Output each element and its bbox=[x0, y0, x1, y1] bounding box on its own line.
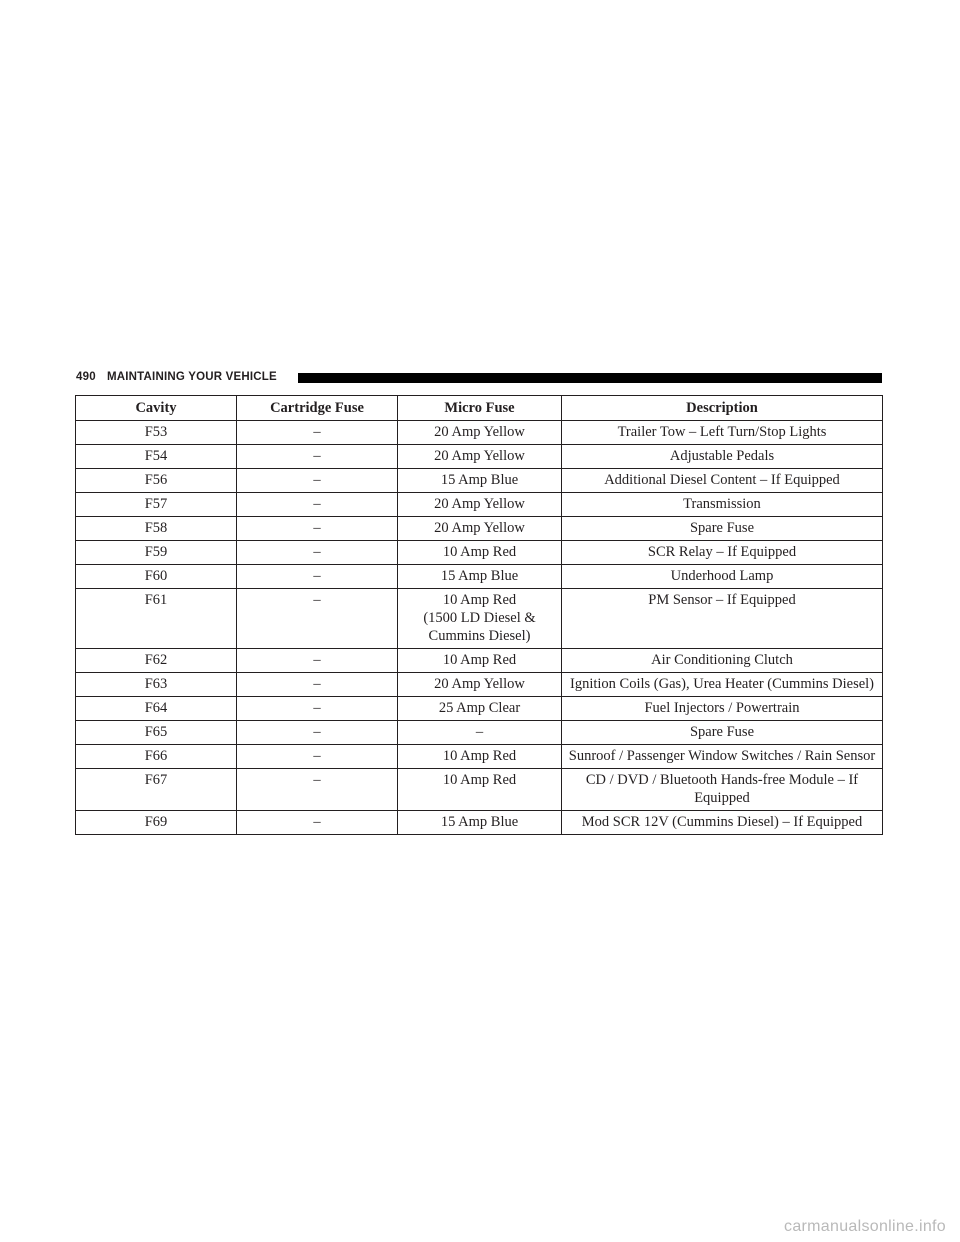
cartridge-fuse-cell: – bbox=[237, 649, 398, 673]
description-cell: Spare Fuse bbox=[562, 721, 883, 745]
cartridge-fuse-cell: – bbox=[237, 517, 398, 541]
table-row bbox=[76, 469, 883, 493]
table-row bbox=[76, 745, 883, 769]
table-row bbox=[76, 769, 883, 811]
micro-fuse-cell: 15 Amp Blue bbox=[398, 469, 562, 493]
header-rule-bar bbox=[298, 373, 882, 383]
table-row bbox=[76, 517, 883, 541]
table-row bbox=[76, 589, 883, 649]
cavity-cell: F62 bbox=[76, 649, 237, 673]
cartridge-fuse-cell: – bbox=[237, 721, 398, 745]
cavity-cell: F69 bbox=[76, 811, 237, 835]
table-row bbox=[76, 541, 883, 565]
table-row bbox=[76, 445, 883, 469]
cavity-cell: F67 bbox=[76, 769, 237, 811]
page-number: 490 bbox=[76, 371, 96, 383]
cavity-cell: F57 bbox=[76, 493, 237, 517]
table-row bbox=[76, 811, 883, 835]
micro-fuse-cell: 10 Amp Red (1500 LD Diesel & Cummins Diesel) bbox=[398, 589, 562, 649]
column-header-micro-fuse: Micro Fuse bbox=[398, 396, 562, 421]
cartridge-fuse-cell: – bbox=[237, 697, 398, 721]
table-row bbox=[76, 493, 883, 517]
micro-fuse-cell: 20 Amp Yellow bbox=[398, 493, 562, 517]
micro-fuse-cell: 20 Amp Yellow bbox=[398, 445, 562, 469]
cavity-cell: F66 bbox=[76, 745, 237, 769]
cavity-cell: F58 bbox=[76, 517, 237, 541]
description-cell: CD / DVD / Bluetooth Hands-free Module – If Equipped bbox=[562, 769, 883, 811]
cartridge-fuse-cell: – bbox=[237, 811, 398, 835]
description-cell: Additional Diesel Content – If Equipped bbox=[562, 469, 883, 493]
cartridge-fuse-cell: – bbox=[237, 673, 398, 697]
cartridge-fuse-cell: – bbox=[237, 469, 398, 493]
table-row bbox=[76, 421, 883, 445]
micro-fuse-cell: 20 Amp Yellow bbox=[398, 673, 562, 697]
cartridge-fuse-cell: – bbox=[237, 565, 398, 589]
page-header bbox=[76, 370, 882, 386]
table-row bbox=[76, 649, 883, 673]
table-header-row bbox=[76, 396, 883, 421]
cartridge-fuse-cell: – bbox=[237, 745, 398, 769]
description-cell: Ignition Coils (Gas), Urea Heater (Cummins Diesel) bbox=[562, 673, 883, 697]
micro-fuse-cell: 10 Amp Red bbox=[398, 745, 562, 769]
cavity-cell: F63 bbox=[76, 673, 237, 697]
description-cell: Fuel Injectors / Powertrain bbox=[562, 697, 883, 721]
cartridge-fuse-cell: – bbox=[237, 769, 398, 811]
table-row bbox=[76, 673, 883, 697]
column-header-cartridge-fuse: Cartridge Fuse bbox=[237, 396, 398, 421]
micro-fuse-cell: 10 Amp Red bbox=[398, 649, 562, 673]
cartridge-fuse-cell: – bbox=[237, 445, 398, 469]
fuse-table-body bbox=[76, 421, 883, 835]
cavity-cell: F65 bbox=[76, 721, 237, 745]
description-cell: Transmission bbox=[562, 493, 883, 517]
micro-fuse-cell: 20 Amp Yellow bbox=[398, 421, 562, 445]
cavity-cell: F54 bbox=[76, 445, 237, 469]
cartridge-fuse-cell: – bbox=[237, 541, 398, 565]
micro-fuse-cell: 10 Amp Red bbox=[398, 769, 562, 811]
description-cell: PM Sensor – If Equipped bbox=[562, 589, 883, 649]
table-row bbox=[76, 565, 883, 589]
description-cell: Adjustable Pedals bbox=[562, 445, 883, 469]
description-cell: Air Conditioning Clutch bbox=[562, 649, 883, 673]
cavity-cell: F60 bbox=[76, 565, 237, 589]
table-row bbox=[76, 697, 883, 721]
cartridge-fuse-cell: – bbox=[237, 421, 398, 445]
cavity-cell: F61 bbox=[76, 589, 237, 649]
micro-fuse-cell: 15 Amp Blue bbox=[398, 811, 562, 835]
column-header-description: Description bbox=[562, 396, 883, 421]
table-row bbox=[76, 721, 883, 745]
cavity-cell: F64 bbox=[76, 697, 237, 721]
cavity-cell: F59 bbox=[76, 541, 237, 565]
section-title: MAINTAINING YOUR VEHICLE bbox=[107, 371, 277, 383]
cartridge-fuse-cell: – bbox=[237, 589, 398, 649]
description-cell: Sunroof / Passenger Window Switches / Rain Sensor bbox=[562, 745, 883, 769]
micro-fuse-cell: 10 Amp Red bbox=[398, 541, 562, 565]
description-cell: SCR Relay – If Equipped bbox=[562, 541, 883, 565]
description-cell: Mod SCR 12V (Cummins Diesel) – If Equipped bbox=[562, 811, 883, 835]
watermark: carmanualsonline.info bbox=[784, 1218, 946, 1235]
fuse-table bbox=[75, 395, 883, 835]
description-cell: Trailer Tow – Left Turn/Stop Lights bbox=[562, 421, 883, 445]
micro-fuse-cell: 15 Amp Blue bbox=[398, 565, 562, 589]
cavity-cell: F56 bbox=[76, 469, 237, 493]
description-cell: Spare Fuse bbox=[562, 517, 883, 541]
cavity-cell: F53 bbox=[76, 421, 237, 445]
column-header-cavity: Cavity bbox=[76, 396, 237, 421]
micro-fuse-cell: – bbox=[398, 721, 562, 745]
micro-fuse-cell: 25 Amp Clear bbox=[398, 697, 562, 721]
description-cell: Underhood Lamp bbox=[562, 565, 883, 589]
micro-fuse-cell: 20 Amp Yellow bbox=[398, 517, 562, 541]
cartridge-fuse-cell: – bbox=[237, 493, 398, 517]
